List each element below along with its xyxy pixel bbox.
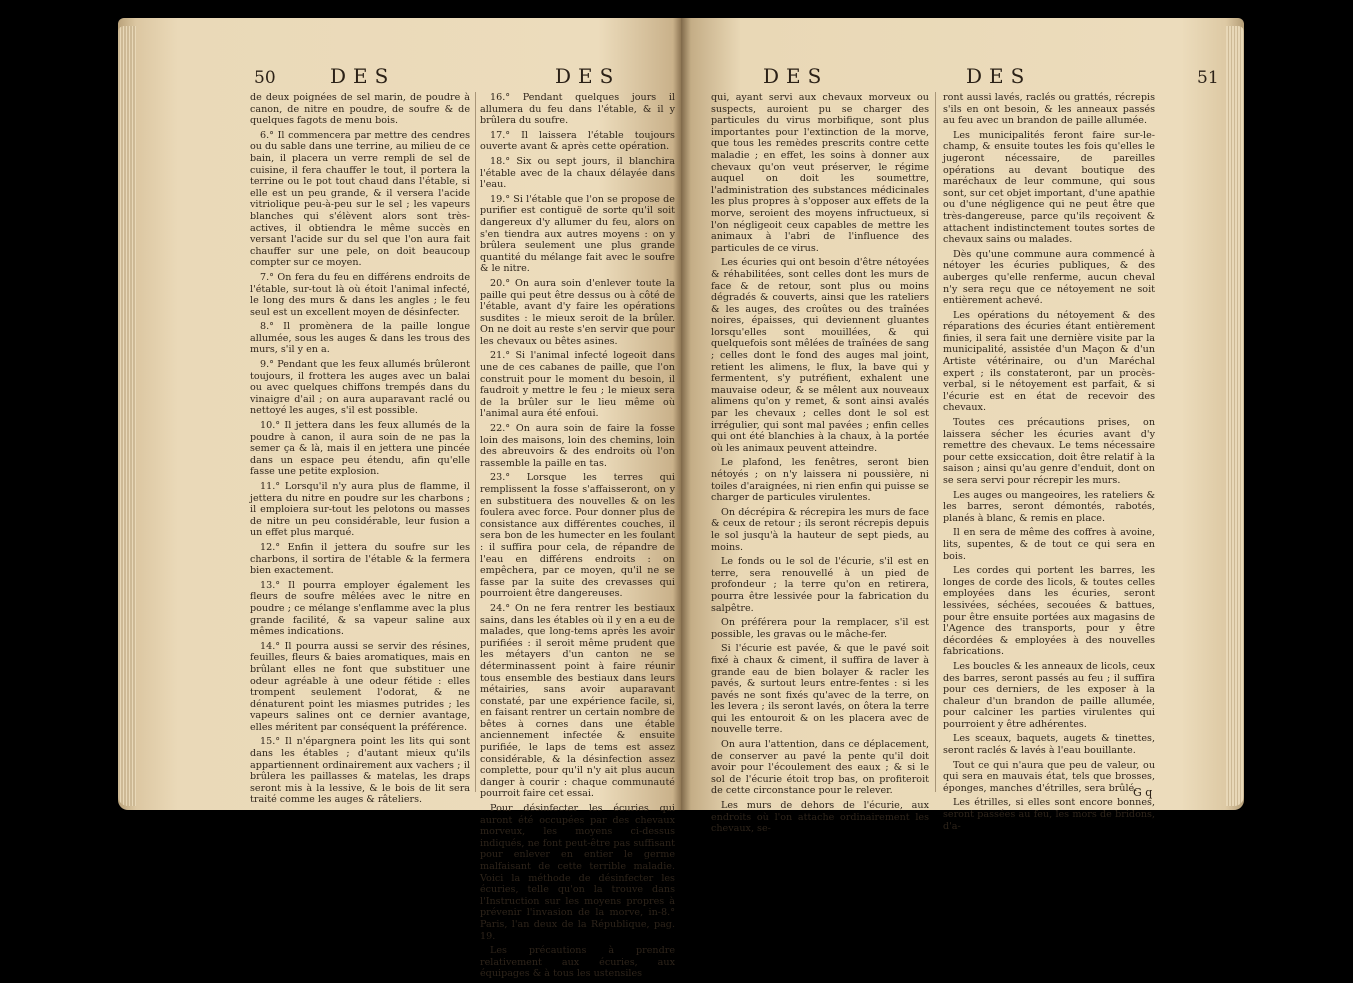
paragraph: qui, ayant servi aux chevaux morveux ou suspects, auroient pu se charger des particules du virus morbifique, sont plus importantes pour l'extinction de la morve, que tous les remèdes prescrits contre cette maladie ; en effet, les soins à donner aux chevaux qu'on veut préserver, le régime auquel on doit les soumettre, l'administration des substances médicinales les plus propres à s'opposer aux effets de la morve, seroient des moyens infructueux, si l'on négligeoit ceux capables de mettre les animaux à l'abri de l'influence des particules de ce virus. xyxy=(711,92,929,254)
paragraph: On décrépira & récrepira les murs de face & ceux de retour ; ils seront récrepis depuis le sol jusqu'à la hauteur de sept pieds, au moins. xyxy=(711,506,929,553)
paragraph: Le plafond, les fenêtres, seront bien nétoyés ; on n'y laissera ni poussière, ni toiles d'araignées, ni rien enfin qui puisse se charger de particules virulentes. xyxy=(711,457,929,504)
paragraph: Pour désinfecter les écuries qui auront été occupées par des chevaux morveux, les moyens ci-dessus indiqués, ne font peut-être pas suffisant pour enlever en entier le germe malfaisant de cette terrible maladie. Voici la méthode de désinfecter les écuries, telle qu'on la trouve dans l'Instruction sur les moyens propres à prévenir l'invasion de la morve, in-8.° Paris, l'an deux de la République, pag. 19. xyxy=(480,803,675,942)
running-head-right-1: DES xyxy=(763,64,829,88)
paragraph: 14.° Il pourra aussi se servir des résines, feuilles, fleurs & baies aromatiques, mais en brûlant elles ne font que substituer une odeur agréable à une odeur fétide : elles trompent seulement l'odorat, & ne dénaturent point les miasmes putrides ; les vapeurs salines ont ce dernier avantage, elles méritent par conséquent la préférence. xyxy=(250,640,470,733)
paragraph: 9.° Pendant que les feux allumés brûleront toujours, il frottera les auges avec un balai ou avec quelques chiffons trempés dans du vinaigre d'ail ; on aura auparavant raclé ou nettoyé les auges, s'il est possible. xyxy=(250,359,470,417)
paragraph: Tout ce qui n'aura que peu de valeur, ou qui sera en mauvais état, tels que brosses, éponges, manches d'étrilles, sera brûlé. xyxy=(943,759,1155,794)
paragraph: Les auges ou mangeoires, les rateliers & les barres, seront démontés, rabotés, planés à blanc, & remis en place. xyxy=(943,489,1155,524)
paragraph: Toutes ces précautions prises, on laissera sécher les écuries avant d'y remettre des chevaux. Le tems nécessaire pour cette exsiccation, doit être relatif à la saison ; ainsi qu'au genre d'enduit, dont on se sera servi pour récrepir les murs. xyxy=(943,417,1155,486)
paragraph: 18.° Six ou sept jours, il blanchira l'étable avec de la chaux délayée dans l'eau. xyxy=(480,155,675,191)
column-rule xyxy=(475,92,476,792)
signature-mark: G q xyxy=(1133,786,1153,799)
left-page xyxy=(118,18,681,980)
paragraph: de deux poignées de sel marin, de poudre à canon, de nitre en poudre, de soufre & de quelques fagots de menu bois. xyxy=(250,92,470,127)
paragraph: 19.° Si l'étable que l'on se propose de purifier est contiguë de sorte qu'il soit dangereux d'y allumer du feu, alors on s'en tiendra aux autres moyens : on y brûlera seulement une plus grande quantité du mélange fait avec le soufre & le nitre. xyxy=(480,193,675,275)
paragraph: 11.° Lorsqu'il n'y aura plus de flamme, il jettera du nitre en poudre sur les charbons ; il emploiera sur-tout les pelotons ou masses de nitre un peu considérable, leur fusion a un effet plus marqué. xyxy=(250,481,470,539)
column-rule xyxy=(935,92,936,792)
paragraph: 17.° Il laissera l'étable toujours ouverte avant & après cette opération. xyxy=(480,129,675,153)
right-page-column-1 xyxy=(711,92,929,838)
paragraph: 10.° Il jettera dans les feux allumés de la poudre à canon, il aura soin de ne pas la semer ça & là, mais il en jettera une pincée dans un espace peu étendu, afin qu'elle fasse une petite explosion. xyxy=(250,420,470,478)
right-page-column-2 xyxy=(943,92,1155,835)
page-number-left: 50 xyxy=(254,68,276,88)
paragraph: 23.° Lorsque les terres qui remplissent la fosse s'affaisseront, on y en substituera des nouvelles & on les foulera avec force. Pour donner plus de consistance aux différentes couches, il sera bon de les humecter en les foulant : il suffira pour cela, de répandre de l'eau en différens endroits : on empêchera, par ce moyen, qu'il ne se fasse par la suite des crevasses qui pourroient être dangereuses. xyxy=(480,472,675,600)
paragraph: 7.° On fera du feu en différens endroits de l'étable, sur-tout là où étoit l'animal infecté, le long des murs & dans les angles ; le feu seul est un excellent moyen de désinfecter. xyxy=(250,271,470,318)
left-page-column-1 xyxy=(250,92,470,809)
paragraph: Le fonds ou le sol de l'écurie, s'il est en terre, sera renouvellé à un pied de profondeur ; la terre qu'on en retirera, pourra être lessivée pour la fabrication du salpêtre. xyxy=(711,556,929,614)
paragraph: Les sceaux, baquets, augets & tinettes, seront raclés & lavés à l'eau bouillante. xyxy=(943,733,1155,757)
paragraph: 20.° On aura soin d'enlever toute la paille qui peut être dessus ou à côté de l'étable, avant d'y faire les opérations susdites : le mieux seroit de la brûler. On ne doit au reste s'en servir que pour les chevaux ou bêtes asines. xyxy=(480,277,675,347)
paragraph: Dès qu'une commune aura commencé à nétoyer les écuries publiques, & des auberges qu'elle renferme, aucun cheval n'y sera reçu que ce nétoyement ne soit entièrement achevé. xyxy=(943,248,1155,307)
paragraph: 22.° On aura soin de faire la fosse loin des maisons, loin des chemins, loin des abreuvoirs & des endroits où l'on rassemble la paille en tas. xyxy=(480,423,675,469)
left-page-column-2 xyxy=(480,92,675,983)
paragraph: 24.° On ne fera rentrer les bestiaux sains, dans les étables où il y en a eu de malades, que long-tems après les avoir purifiées : il seroit même prudent que les métayers d'un canton ne se déterminassent point à faire réunir tous ensemble des bestiaux dans leurs métairies, sans avoir auparavant constaté, par une expérience facile, si, en faisant rentrer un certain nombre de bêtes à cornes dans une étable anciennement infectée & ensuite purifiée, le laps de tems est assez considérable, & la désinfection assez complette, pour qu'il n'y ait plus aucun danger à courir : chaque communauté pourroit faire cet essai. xyxy=(480,602,675,800)
paragraph: Les murs de dehors de l'écurie, aux endroits où l'on attache ordinairement les chevaux, se- xyxy=(711,800,929,835)
page-edges-right xyxy=(1226,26,1244,806)
page-number-right: 51 xyxy=(1197,68,1219,88)
paragraph: Les cordes qui portent les barres, les longes de corde des licols, & toutes celles employées dans les écuries, seront lessivées, séchées, secouées & battues, pour être ensuite portées aux magasins de l'Agence des transports, pour y être décordées & employées à des nouvelles fabrications. xyxy=(943,565,1155,658)
paragraph: 8.° Il promènera de la paille longue allumée, sous les auges & dans les trous des murs, s'il y en a. xyxy=(250,321,470,356)
paragraph: On aura l'attention, dans ce déplacement, de conserver au pavé la pente qu'il doit avoir pour l'écoulement des eaux ; & si le sol de l'écurie étoit trop bas, on profiteroit de cette circonstance pour le relever. xyxy=(711,739,929,797)
open-book xyxy=(118,18,1244,980)
page-edges-left xyxy=(118,26,136,806)
paragraph: Les opérations du nétoyement & des réparations des écuries étant entièrement finies, il sera fait une dernière visite par la municipalité, assistée d'un Maçon & d'un Artiste vétérinaire, ou d'un Maréchal expert ; ils constateront, par un procès-verbal, si le nétoyement est parfait, & si l'écurie est en état de recevoir des chevaux. xyxy=(943,309,1155,414)
paragraph: 15.° Il n'épargnera point les lits qui sont dans les étables ; d'autant mieux qu'ils appartiennent ordinairement aux vachers ; il brûlera les paillasses & matelas, les draps seront mis à la lessive, & le bois de lit sera traité comme les auges & râteliers. xyxy=(250,736,470,806)
right-page xyxy=(681,18,1244,835)
paragraph: 6.° Il commencera par mettre des cendres ou du sable dans une terrine, au milieu de ce bain, il placera un verre rempli de sel de cuisine, il fera chauffer le tout, il portera la terrine ou le pot tout chaud dans l'étable, si elle est un peu grande, & il versera l'acide vitriolique peu-à-peu sur le sel ; les vapeurs blanches qui s'élèvent alors sont très-actives, il obtiendra le même succès en versant l'acide sur du sel que l'on aura fait chauffer sur une pele, on doit beaucoup compter sur ce moyen. xyxy=(250,129,470,269)
paragraph: Il en sera de même des coffres à avoine, lits, supentes, & de tout ce qui sera en bois. xyxy=(943,527,1155,562)
paragraph: ront aussi lavés, raclés ou grattés, récrepis s'ils en ont besoin, & les anneaux passés au feu avec un brandon de paille allumée. xyxy=(943,92,1155,127)
paragraph: Les boucles & les anneaux de licols, ceux des barres, seront passés au feu ; il suffira pour ces derniers, de les exposer à la chaleur d'un brandon de paille allumée, pour calciner les parties virulentes qui pourroient y être adhérentes. xyxy=(943,660,1155,730)
running-head-left-1: DES xyxy=(330,64,396,88)
paragraph: On préférera pour la remplacer, s'il est possible, les gravas ou le mâche-fer. xyxy=(711,617,929,640)
paragraph: Les écuries qui ont besoin d'être nétoyées & réhabilitées, sont celles dont les murs de face & de retour, sont plus ou moins dégradés & couverts, ainsi que les rateliers & les auges, des croûtes ou des traînées noires, épaisses, qui deviennent gluantes lorsqu'elles sont mouillées, & qui quelquefois sont mêlées de traînées de sang ; celles dont le fond des auges mal joint, retient les alimens, le flux, la bave qui y fermentent, s'y putréfient, exhalent une mauvaise odeur, & se mêlent aux nouveaux alimens qu'on y remet, & sont ainsi avalés par les chevaux ; celles dont le sol est irrégulier, qui sont mal pavées ; enfin celles qui ont été blanchies à la chaux, à la portée où les animaux peuvent atteindre. xyxy=(711,257,929,454)
paragraph: 16.° Pendant quelques jours il allumera du feu dans l'étable, & il y brûlera du soufre. xyxy=(480,92,675,127)
paragraph: Les précautions à prendre relativement aux écuries, aux équipages & à tous les ustensiles xyxy=(480,945,675,980)
paragraph: 21.° Si l'animal infecté logeoit dans une de ces cabanes de paille, que l'on construit pour le moment du besoin, il faudroit y mettre le feu ; le mieux sera de la brûler sur le lieu même où l'animal aura été enfoui. xyxy=(480,350,675,420)
running-head-right-2: DES xyxy=(966,64,1032,88)
paragraph: Les municipalités feront faire sur-le-champ, & ensuite toutes les fois qu'elles le jugeront nécessaire, de pareilles opérations au devant boutique des maréchaux de leur commune, qui sous sont, sur cet objet important, d'une apathie ou d'une négligence qui ne peut être que très-dangereuse, parce qu'ils reçoivent & attachent indistinctement toutes sortes de chevaux sains ou malades. xyxy=(943,129,1155,246)
paragraph: 12.° Enfin il jettera du soufre sur les charbons, il sortira de l'étable & la fermera bien exactement. xyxy=(250,541,470,577)
paragraph: Si l'écurie est pavée, & que le pavé soit fixé à chaux & ciment, il suffira de laver à grande eau de bien bolayer & racler les pavés, & surtout leurs entre-fentes : si les pavés ne sont fixés qu'avec de la terre, on les levera ; ils seront lavés, on ôtera la terre qui les entouroit & on les placera avec de nouvelle terre. xyxy=(711,643,929,736)
paragraph: 13.° Il pourra employer également les fleurs de soufre mêlées avec le nitre en poudre ; ce mélange s'enflamme avec la plus grande facilité, & sa vapeur saline aux mêmes indications. xyxy=(250,579,470,638)
paragraph: Les étrilles, si elles sont encore bonnes, seront passées au feu, les mors de bridons, d'a- xyxy=(943,797,1155,832)
running-head-left-2: DES xyxy=(555,64,621,88)
